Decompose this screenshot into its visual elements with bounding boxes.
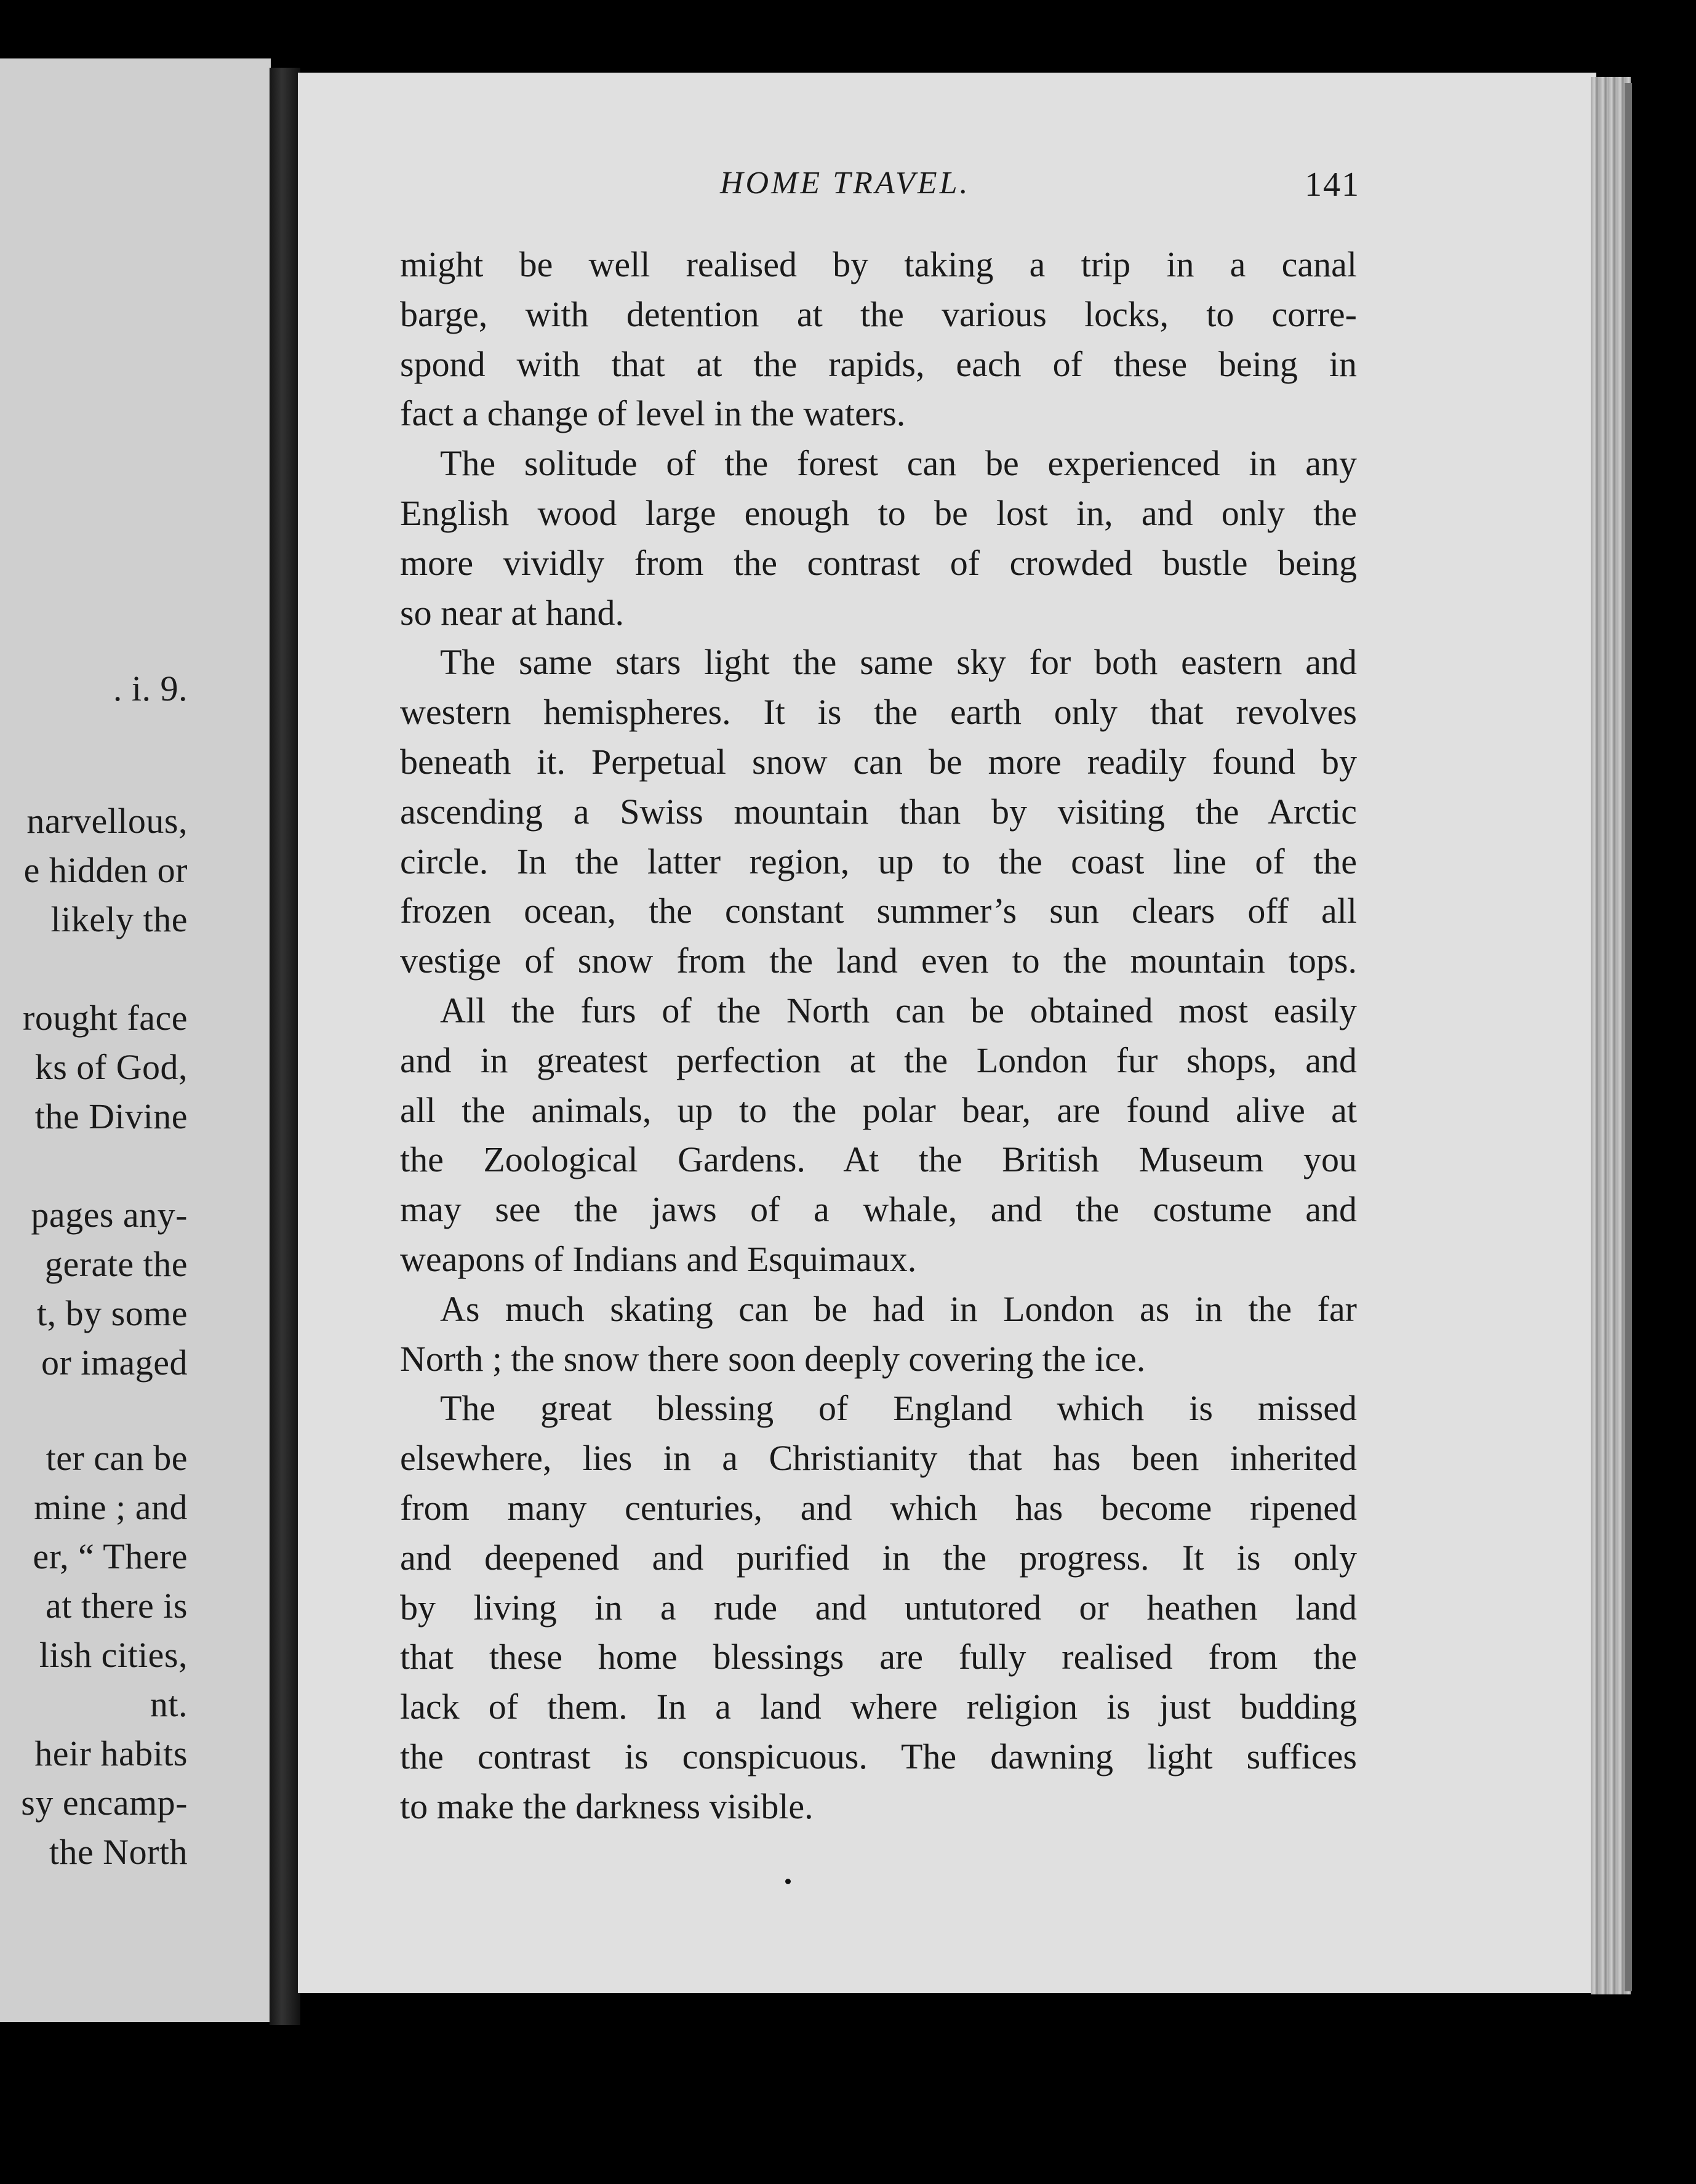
text-line: circle. In the latter region, up to the coast line of the bbox=[400, 841, 1357, 881]
text-line: North ; the snow there soon deeply covering the ice. bbox=[400, 1338, 1146, 1379]
left-page-line: heir habits bbox=[34, 1733, 188, 1773]
left-page-line: ter can be bbox=[46, 1438, 188, 1478]
left-page-line: narvellous, bbox=[26, 801, 188, 841]
paragraph-first-line: All the furs of the North can be obtained most easily bbox=[440, 990, 1357, 1030]
text-line: more vividly from the contrast of crowded bustle being bbox=[400, 542, 1357, 583]
left-page-line: e hidden or bbox=[23, 850, 188, 890]
text-line: may see the jaws of a whale, and the costume and bbox=[400, 1189, 1357, 1230]
text-line: the contrast is conspicuous. The dawning light suffices bbox=[400, 1736, 1357, 1777]
left-page-line: ks of God, bbox=[34, 1047, 188, 1087]
text-line: fact a change of level in the waters. bbox=[400, 393, 906, 434]
text-line: and in greatest perfection at the London fur shops, and bbox=[400, 1040, 1357, 1080]
text-line: frozen ocean, the constant summer’s sun clears off all bbox=[400, 891, 1357, 931]
text-line: beneath it. Perpetual snow can be more readily found by bbox=[400, 741, 1357, 782]
paragraph-first-line: The great blessing of England which is missed bbox=[440, 1388, 1357, 1429]
paragraph-first-line: The solitude of the forest can be experienced in any bbox=[440, 443, 1357, 484]
page-edge-shadow bbox=[1625, 83, 1632, 1991]
text-line: so near at hand. bbox=[400, 592, 624, 633]
body-text bbox=[400, 240, 1357, 1832]
text-line: by living in a rude and untutored or heathen land bbox=[400, 1587, 1357, 1628]
left-page-line: rought face bbox=[23, 998, 188, 1038]
left-page-line: likely the bbox=[50, 899, 188, 939]
paragraph-first-line: As much skating can be had in London as in the far bbox=[440, 1288, 1357, 1329]
left-page-line: gerate the bbox=[44, 1244, 188, 1284]
left-page-fragment bbox=[0, 58, 271, 2022]
text-line: from many centuries, and which has become ripened bbox=[400, 1487, 1357, 1528]
left-page-line: the North bbox=[49, 1832, 188, 1872]
text-line: elsewhere, lies in a Christianity that has been inherited bbox=[400, 1438, 1357, 1479]
left-page-line: t, by some bbox=[36, 1293, 188, 1333]
left-page-line: mine ; and bbox=[34, 1487, 188, 1527]
text-line: all the animals, up to the polar bear, are found alive at bbox=[400, 1090, 1357, 1130]
text-line: western hemispheres. It is the earth only that revolves bbox=[400, 692, 1357, 733]
text-line: ascending a Swiss mountain than by visiting the Arctic bbox=[400, 791, 1357, 832]
text-line: lack of them. In a land where religion is just budding bbox=[400, 1687, 1357, 1727]
text-line: that these home blessings are fully realised from the bbox=[400, 1637, 1357, 1677]
left-page-line: pages any- bbox=[31, 1195, 188, 1235]
text-line: might be well realised by taking a trip in a canal bbox=[400, 244, 1357, 284]
text-line: weapons of Indians and Esquimaux. bbox=[400, 1239, 917, 1279]
left-page-line: or imaged bbox=[41, 1343, 188, 1383]
left-page-line: at there is bbox=[46, 1586, 188, 1626]
left-page-line: sy encamp- bbox=[21, 1783, 188, 1823]
running-head: HOME TRAVEL. bbox=[720, 166, 970, 201]
left-page-line: . i. 9. bbox=[113, 668, 188, 709]
ink-speck bbox=[785, 1879, 791, 1884]
book-spine bbox=[270, 68, 300, 2025]
page-number: 141 bbox=[1305, 166, 1360, 204]
left-page-line: er, “ There bbox=[33, 1536, 188, 1576]
text-line: spond with that at the rapids, each of these being in bbox=[400, 343, 1357, 384]
text-line: the Zoological Gardens. At the British Museum you bbox=[400, 1139, 1357, 1180]
text-line: to make the darkness visible. bbox=[400, 1786, 814, 1826]
text-line: English wood large enough to be lost in, and only the bbox=[400, 492, 1357, 533]
text-line: barge, with detention at the various locks, to corre- bbox=[400, 294, 1357, 334]
left-page-line: lish cities, bbox=[39, 1635, 188, 1675]
left-page-line: the Divine bbox=[34, 1096, 188, 1136]
left-page-line: nt. bbox=[150, 1684, 188, 1724]
text-line: and deepened and purified in the progress. It is only bbox=[400, 1537, 1357, 1578]
paragraph-first-line: The same stars light the same sky for both eastern and bbox=[440, 642, 1357, 683]
text-line: vestige of snow from the land even to the mountain tops. bbox=[400, 941, 1357, 981]
